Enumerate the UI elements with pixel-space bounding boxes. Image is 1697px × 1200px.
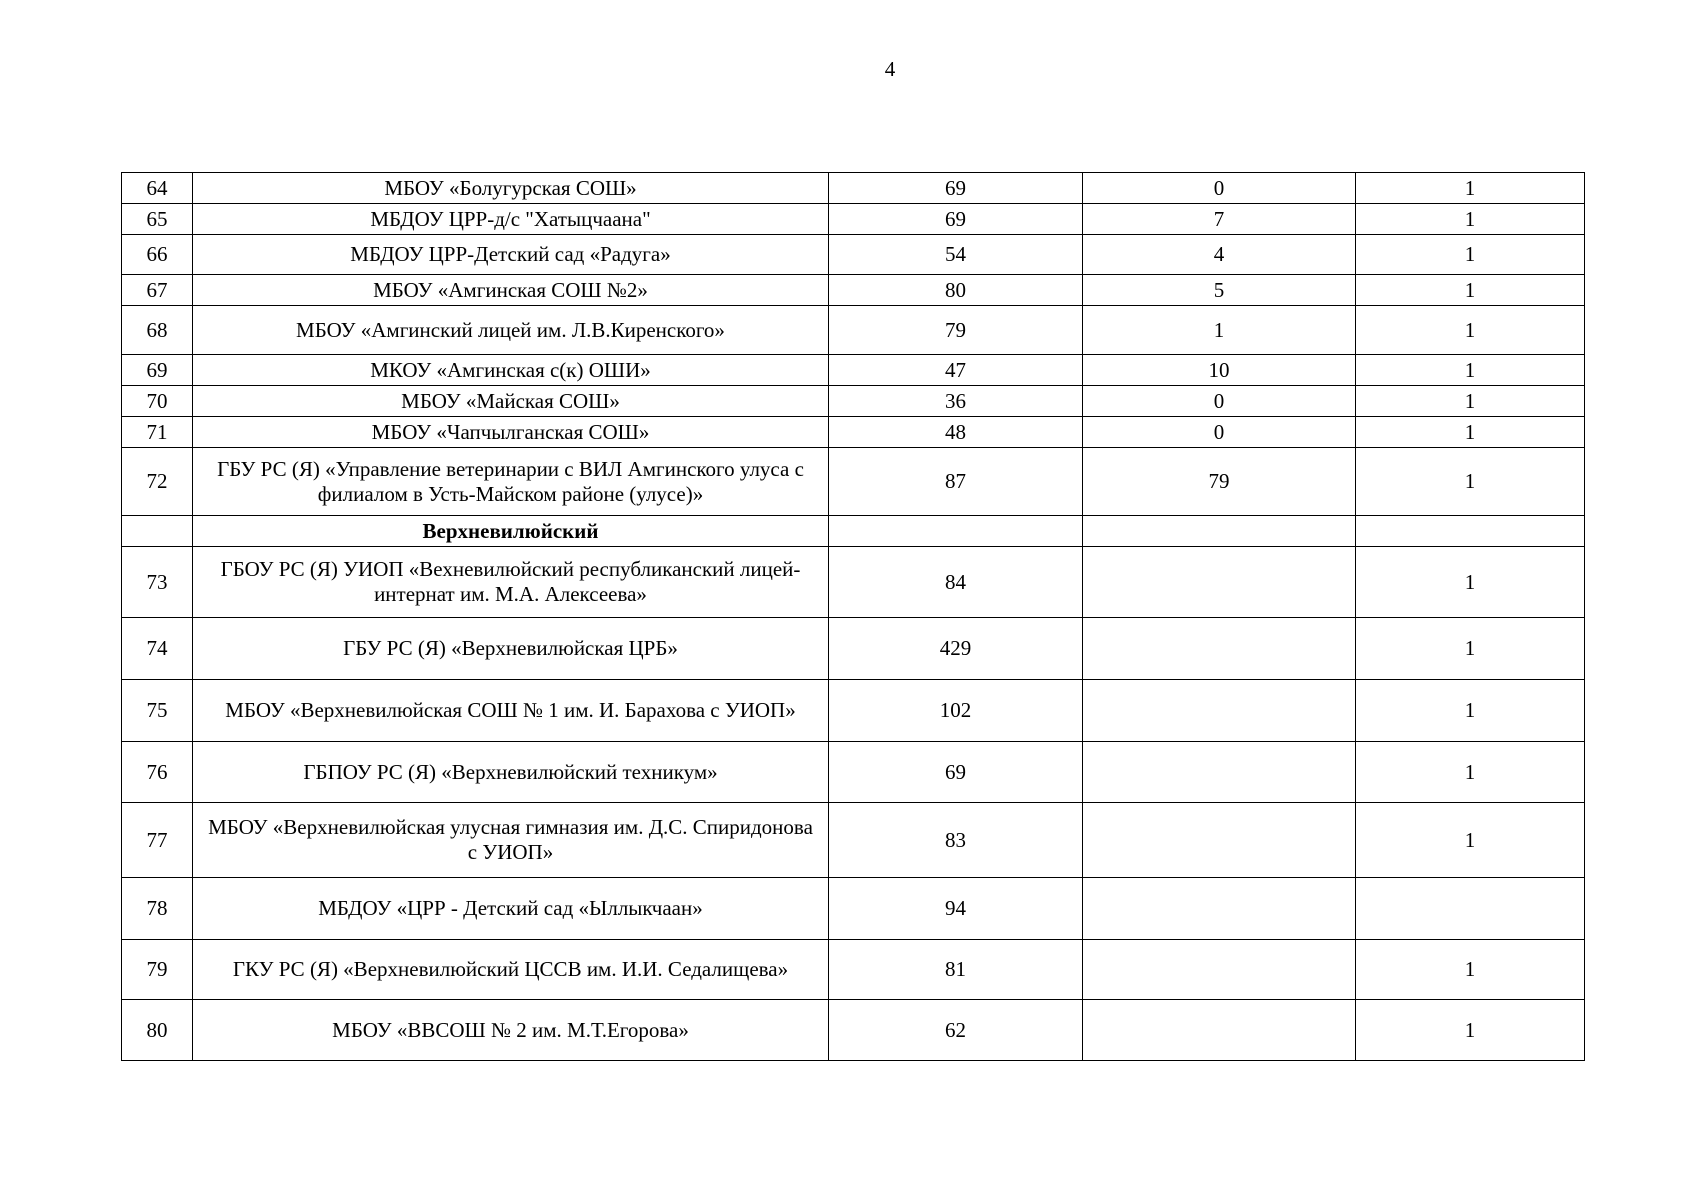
data-table	[121, 172, 1585, 1061]
table-row	[122, 173, 1585, 204]
row-number-cell: 79	[122, 940, 193, 1000]
organization-name-cell: МБОУ «Чапчылганская СОШ»	[193, 417, 829, 448]
table-row	[122, 1000, 1585, 1061]
value-cell-1: 54	[829, 235, 1083, 275]
row-number-cell: 70	[122, 386, 193, 417]
organization-name-cell: МБОУ «Амгинский лицей им. Л.В.Киренского»	[193, 306, 829, 355]
value-cell-3: 1	[1356, 1000, 1585, 1061]
organization-name-cell: ГБУ РС (Я) «Верхневилюйская ЦРБ»	[193, 618, 829, 680]
value-cell-2	[1083, 1000, 1356, 1061]
organization-name-cell: МБДОУ ЦРР-Детский сад «Радуга»	[193, 235, 829, 275]
value-cell-3: 1	[1356, 355, 1585, 386]
value-cell-2	[1083, 940, 1356, 1000]
value-cell-2	[1083, 547, 1356, 618]
value-cell-3: 1	[1356, 386, 1585, 417]
page-number: 4	[884, 57, 896, 81]
value-cell-3: 1	[1356, 417, 1585, 448]
organization-name-cell: МБОУ «Амгинская СОШ №2»	[193, 275, 829, 306]
table-row	[122, 448, 1585, 516]
value-cell-2: 0	[1083, 173, 1356, 204]
row-number-cell: 66	[122, 235, 193, 275]
table-body	[122, 173, 1585, 1061]
value-cell-1: 36	[829, 386, 1083, 417]
table-row	[122, 235, 1585, 275]
row-number-cell: 78	[122, 878, 193, 940]
value-cell-3: 1	[1356, 448, 1585, 516]
value-cell-2: 1	[1083, 306, 1356, 355]
table-row	[122, 355, 1585, 386]
row-number-cell: 75	[122, 680, 193, 742]
value-cell-3: 1	[1356, 940, 1585, 1000]
row-number-cell: 77	[122, 803, 193, 878]
value-cell-2: 0	[1083, 386, 1356, 417]
table-row	[122, 306, 1585, 355]
table-row	[122, 742, 1585, 803]
row-number-cell: 74	[122, 618, 193, 680]
value-cell-1: 83	[829, 803, 1083, 878]
row-number-cell: 72	[122, 448, 193, 516]
value-cell-2	[1083, 516, 1356, 547]
row-number-cell: 80	[122, 1000, 193, 1061]
row-number-cell: 69	[122, 355, 193, 386]
organization-name-cell: МБОУ «Верхневилюйская улусная гимназия им. Д.С. Спиридонова с УИОП»	[193, 803, 829, 878]
value-cell-3	[1356, 516, 1585, 547]
value-cell-3: 1	[1356, 618, 1585, 680]
value-cell-2	[1083, 680, 1356, 742]
organization-name-cell: МБОУ «Майская СОШ»	[193, 386, 829, 417]
table-row	[122, 204, 1585, 235]
organization-name-cell: МБОУ «Верхневилюйская СОШ № 1 им. И. Барахова с УИОП»	[193, 680, 829, 742]
row-number-cell: 73	[122, 547, 193, 618]
value-cell-1: 102	[829, 680, 1083, 742]
table-row	[122, 417, 1585, 448]
row-number-cell: 68	[122, 306, 193, 355]
table-row	[122, 386, 1585, 417]
value-cell-1: 79	[829, 306, 1083, 355]
value-cell-1: 69	[829, 742, 1083, 803]
value-cell-1: 429	[829, 618, 1083, 680]
value-cell-2	[1083, 618, 1356, 680]
organization-name-cell: МКОУ «Амгинская с(к) ОШИ»	[193, 355, 829, 386]
value-cell-1: 48	[829, 417, 1083, 448]
value-cell-3: 1	[1356, 235, 1585, 275]
row-number-cell: 71	[122, 417, 193, 448]
value-cell-1: 84	[829, 547, 1083, 618]
organization-name-cell: МБОУ «Болугурская СОШ»	[193, 173, 829, 204]
section-title: Верхневилюйский	[193, 516, 829, 547]
value-cell-1: 94	[829, 878, 1083, 940]
table-row	[122, 547, 1585, 618]
value-cell-2	[1083, 803, 1356, 878]
value-cell-3: 1	[1356, 204, 1585, 235]
value-cell-3: 1	[1356, 306, 1585, 355]
value-cell-1: 69	[829, 173, 1083, 204]
value-cell-2: 7	[1083, 204, 1356, 235]
value-cell-2	[1083, 742, 1356, 803]
organization-name-cell: МБДОУ «ЦРР - Детский сад «Ыллыкчаан»	[193, 878, 829, 940]
organization-name-cell: ГБОУ РС (Я) УИОП «Вехневилюйский республиканский лицей-интернат им. М.А. Алексеева»	[193, 547, 829, 618]
value-cell-3: 1	[1356, 680, 1585, 742]
section-header-row	[122, 516, 1585, 547]
row-number-cell: 67	[122, 275, 193, 306]
value-cell-3: 1	[1356, 742, 1585, 803]
table-row	[122, 803, 1585, 878]
organization-name-cell: ГБПОУ РС (Я) «Верхневилюйский техникум»	[193, 742, 829, 803]
value-cell-3: 1	[1356, 803, 1585, 878]
value-cell-1: 80	[829, 275, 1083, 306]
value-cell-1: 47	[829, 355, 1083, 386]
row-number-cell: 65	[122, 204, 193, 235]
value-cell-1: 69	[829, 204, 1083, 235]
table-row	[122, 878, 1585, 940]
organization-name-cell: МБДОУ ЦРР-д/с "Хатыцчаана"	[193, 204, 829, 235]
value-cell-2: 0	[1083, 417, 1356, 448]
value-cell-1: 62	[829, 1000, 1083, 1061]
row-number-cell: 76	[122, 742, 193, 803]
value-cell-3	[1356, 878, 1585, 940]
organization-name-cell: ГКУ РС (Я) «Верхневилюйский ЦССВ им. И.И. Седалищева»	[193, 940, 829, 1000]
value-cell-1	[829, 516, 1083, 547]
row-number-cell	[122, 516, 193, 547]
value-cell-2	[1083, 878, 1356, 940]
organization-name-cell: МБОУ «ВВСОШ № 2 им. М.Т.Егорова»	[193, 1000, 829, 1061]
table-row	[122, 940, 1585, 1000]
value-cell-2: 79	[1083, 448, 1356, 516]
organization-name-cell: ГБУ РС (Я) «Управление ветеринарии с ВИЛ Амгинского улуса с филиалом в Усть-Майском районе (улусе)»	[193, 448, 829, 516]
value-cell-2: 5	[1083, 275, 1356, 306]
value-cell-2: 10	[1083, 355, 1356, 386]
value-cell-3: 1	[1356, 275, 1585, 306]
value-cell-3: 1	[1356, 547, 1585, 618]
value-cell-3: 1	[1356, 173, 1585, 204]
table-row	[122, 618, 1585, 680]
value-cell-1: 87	[829, 448, 1083, 516]
value-cell-1: 81	[829, 940, 1083, 1000]
table-row	[122, 275, 1585, 306]
table-row	[122, 680, 1585, 742]
row-number-cell: 64	[122, 173, 193, 204]
value-cell-2: 4	[1083, 235, 1356, 275]
